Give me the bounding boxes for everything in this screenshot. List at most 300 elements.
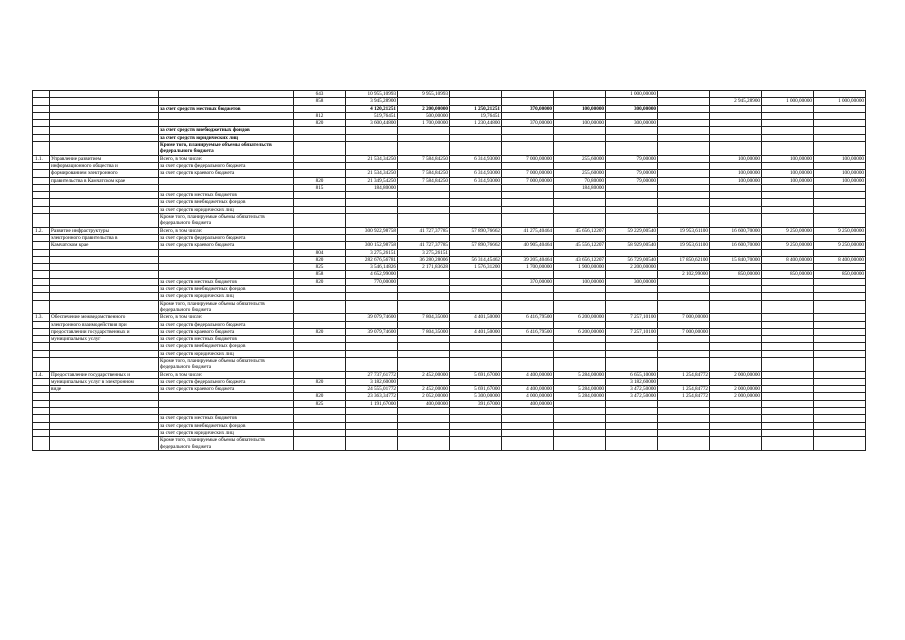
cell-code	[294, 234, 346, 241]
table-row	[33, 249, 866, 256]
cell-y2016: 39 205,40464	[502, 256, 554, 263]
cell-y2019	[658, 422, 710, 429]
cell-total: 282 676,56781	[346, 256, 398, 263]
cell-no	[33, 142, 50, 156]
cell-no	[33, 278, 50, 285]
cell-y2017	[554, 336, 606, 343]
cell-y2020	[710, 408, 762, 415]
cell-name	[50, 293, 159, 300]
cell-source: за счет средств местных бюджетов	[159, 336, 294, 343]
cell-name	[50, 408, 159, 415]
cell-y2018: 79,00000	[606, 155, 658, 162]
cell-y2019	[658, 300, 710, 314]
cell-source: за счет средств краевого бюджета	[159, 328, 294, 335]
cell-y2015	[450, 192, 502, 199]
cell-y2014: 7 584,84250	[398, 177, 450, 184]
table-row	[33, 336, 866, 343]
table-row	[33, 155, 866, 162]
cell-y2019	[658, 357, 710, 371]
cell-y2014	[398, 336, 450, 343]
cell-total	[346, 206, 398, 213]
cell-y2019	[658, 321, 710, 328]
cell-y2022	[814, 429, 866, 436]
cell-y2014: 2 200,00000	[398, 105, 450, 112]
cell-y2016	[502, 127, 554, 134]
cell-y2016	[502, 437, 554, 451]
cell-y2022	[814, 408, 866, 415]
cell-code: 820	[294, 278, 346, 285]
cell-y2017: 70,80000	[554, 177, 606, 184]
cell-code	[294, 162, 346, 169]
table-row	[33, 271, 866, 278]
cell-source: Кроме того, планируемые объемы обязательств федерального бюджета	[159, 357, 294, 371]
cell-y2014: 3 275,26151	[398, 249, 450, 256]
cell-source: за счет средств юридических лиц	[159, 293, 294, 300]
cell-y2021	[762, 393, 814, 400]
cell-no	[33, 98, 50, 105]
cell-y2016	[502, 357, 554, 371]
cell-y2015	[450, 321, 502, 328]
table-row	[33, 142, 866, 156]
cell-source: за счет средств местных бюджетов	[159, 278, 294, 285]
cell-total: 300 152,98758	[346, 242, 398, 249]
cell-y2020: 100,00000	[710, 177, 762, 184]
cell-source: Всего, в том числе:	[159, 227, 294, 234]
cell-no	[33, 300, 50, 314]
cell-y2018: 300,00000	[606, 120, 658, 127]
cell-name: формированием электронного	[50, 170, 159, 177]
cell-y2014: 7 584,84250	[398, 170, 450, 177]
cell-y2018	[606, 300, 658, 314]
cell-y2020: 2 945,28900	[710, 98, 762, 105]
cell-total	[346, 350, 398, 357]
table-row	[33, 300, 866, 314]
cell-name: Камчатском крае	[50, 242, 159, 249]
cell-y2022	[814, 314, 866, 321]
cell-no	[33, 192, 50, 199]
cell-source: за счет средств местных бюджетов	[159, 105, 294, 112]
cell-y2016	[502, 429, 554, 436]
cell-name	[50, 429, 159, 436]
cell-name	[50, 142, 159, 156]
cell-y2016	[502, 271, 554, 278]
cell-y2019	[658, 134, 710, 141]
cell-y2014	[398, 293, 450, 300]
table-row	[33, 422, 866, 429]
cell-y2014	[398, 422, 450, 429]
cell-no	[33, 293, 50, 300]
cell-y2020	[710, 112, 762, 119]
cell-y2018: 79,00000	[606, 177, 658, 184]
cell-y2014	[398, 408, 450, 415]
cell-name	[50, 112, 159, 119]
cell-total: 39 079,74600	[346, 328, 398, 335]
cell-y2020: 850,00000	[710, 271, 762, 278]
cell-y2021	[762, 357, 814, 371]
cell-source	[159, 112, 294, 119]
cell-name	[50, 350, 159, 357]
cell-y2022	[814, 378, 866, 385]
cell-y2015	[450, 422, 502, 429]
cell-y2017	[554, 293, 606, 300]
cell-y2015: 56 314,45462	[450, 256, 502, 263]
cell-y2019	[658, 98, 710, 105]
cell-y2020	[710, 184, 762, 191]
cell-total: 3 182,60000	[346, 378, 398, 385]
cell-code	[294, 105, 346, 112]
cell-y2016	[502, 343, 554, 350]
cell-y2020	[710, 328, 762, 335]
cell-source: за счет средств федерального бюджета	[159, 378, 294, 385]
cell-y2020	[710, 350, 762, 357]
cell-y2022	[814, 386, 866, 393]
cell-y2018	[606, 293, 658, 300]
cell-y2019	[658, 206, 710, 213]
cell-y2021	[762, 437, 814, 451]
cell-y2014	[398, 192, 450, 199]
cell-y2015	[450, 142, 502, 156]
cell-y2016: 7 000,00000	[502, 170, 554, 177]
cell-y2016	[502, 300, 554, 314]
cell-y2022	[814, 422, 866, 429]
cell-source	[159, 184, 294, 191]
table-row	[33, 314, 866, 321]
cell-total: 39 079,74600	[346, 314, 398, 321]
cell-y2017: 43 656,12207	[554, 256, 606, 263]
cell-name: электронного взаимодействия при	[50, 321, 159, 328]
cell-y2017	[554, 321, 606, 328]
cell-y2014	[398, 142, 450, 156]
cell-total	[346, 192, 398, 199]
cell-name	[50, 264, 159, 271]
cell-y2018	[606, 234, 658, 241]
cell-y2022: 850,00000	[814, 271, 866, 278]
cell-y2015	[450, 343, 502, 350]
cell-y2021	[762, 142, 814, 156]
cell-y2022: 9 250,00000	[814, 227, 866, 234]
cell-name	[50, 127, 159, 134]
cell-code	[294, 242, 346, 249]
cell-y2016	[502, 249, 554, 256]
cell-y2017	[554, 112, 606, 119]
cell-no: 1.3.	[33, 314, 50, 321]
cell-y2019	[658, 378, 710, 385]
table-row	[33, 378, 866, 385]
cell-total: 23 363,34772	[346, 393, 398, 400]
cell-y2014: 1 700,00000	[398, 120, 450, 127]
cell-source	[159, 120, 294, 127]
cell-y2017: 5 284,00000	[554, 393, 606, 400]
cell-y2016	[502, 293, 554, 300]
cell-code: 820	[294, 256, 346, 263]
cell-y2016	[502, 336, 554, 343]
cell-y2021: 100,00000	[762, 177, 814, 184]
cell-y2017: 6 200,00000	[554, 328, 606, 335]
cell-name: предоставлении государственных и	[50, 328, 159, 335]
cell-y2021	[762, 105, 814, 112]
cell-y2022: 1 000,00000	[814, 98, 866, 105]
cell-source	[159, 177, 294, 184]
cell-y2017	[554, 408, 606, 415]
cell-y2015	[450, 127, 502, 134]
cell-name	[50, 400, 159, 407]
cell-y2017	[554, 98, 606, 105]
cell-y2020	[710, 199, 762, 206]
cell-y2015	[450, 91, 502, 98]
cell-y2021	[762, 378, 814, 385]
table-row	[33, 242, 866, 249]
cell-y2015: 391,67000	[450, 400, 502, 407]
cell-y2019	[658, 343, 710, 350]
cell-y2014: 7 804,35000	[398, 328, 450, 335]
cell-y2014	[398, 350, 450, 357]
cell-code: 643	[294, 91, 346, 98]
cell-source: за счет средств внебюджетных фондов	[159, 286, 294, 293]
cell-y2019	[658, 214, 710, 228]
cell-y2016	[502, 321, 554, 328]
cell-y2018: 6 655,10000	[606, 371, 658, 378]
cell-code	[294, 142, 346, 156]
cell-y2020	[710, 437, 762, 451]
cell-y2020: 2 000,00000	[710, 393, 762, 400]
cell-y2014	[398, 278, 450, 285]
budget-table	[32, 90, 866, 451]
cell-y2022	[814, 134, 866, 141]
cell-code	[294, 371, 346, 378]
cell-y2015	[450, 350, 502, 357]
cell-y2017	[554, 286, 606, 293]
cell-y2017: 5 284,00000	[554, 386, 606, 393]
cell-source: за счет средств федерального бюджета	[159, 234, 294, 241]
cell-y2014	[398, 343, 450, 350]
cell-y2015	[450, 378, 502, 385]
cell-y2015: 5 691,67000	[450, 371, 502, 378]
cell-y2017	[554, 437, 606, 451]
cell-y2015: 6 314,93000	[450, 155, 502, 162]
cell-y2021	[762, 328, 814, 335]
cell-y2019: 17 850,62100	[658, 256, 710, 263]
cell-y2020	[710, 214, 762, 228]
cell-y2019	[658, 429, 710, 436]
cell-code	[294, 134, 346, 141]
cell-y2018	[606, 286, 658, 293]
cell-no	[33, 437, 50, 451]
cell-y2017	[554, 91, 606, 98]
cell-code	[294, 422, 346, 429]
cell-y2014: 500,00000	[398, 112, 450, 119]
cell-y2014	[398, 127, 450, 134]
cell-y2014	[398, 429, 450, 436]
cell-y2015: 4 401,50000	[450, 314, 502, 321]
cell-y2019	[658, 400, 710, 407]
cell-y2017	[554, 199, 606, 206]
cell-y2015	[450, 408, 502, 415]
cell-y2019	[658, 112, 710, 119]
cell-no	[33, 162, 50, 169]
cell-name	[50, 343, 159, 350]
cell-y2020	[710, 336, 762, 343]
cell-y2020	[710, 192, 762, 199]
cell-source	[159, 393, 294, 400]
cell-y2015	[450, 293, 502, 300]
cell-y2015: 1 230,44800	[450, 120, 502, 127]
cell-y2021	[762, 192, 814, 199]
cell-source: за счет средств юридических лиц	[159, 429, 294, 436]
cell-no	[33, 127, 50, 134]
cell-name: электронного правительства в	[50, 234, 159, 241]
cell-y2018	[606, 321, 658, 328]
cell-y2015	[450, 184, 502, 191]
cell-y2018	[606, 357, 658, 371]
cell-y2022	[814, 371, 866, 378]
cell-y2018	[606, 408, 658, 415]
cell-y2014	[398, 234, 450, 241]
cell-source	[159, 271, 294, 278]
cell-y2014: 2 052,00000	[398, 393, 450, 400]
cell-y2022	[814, 206, 866, 213]
cell-y2017	[554, 192, 606, 199]
table-row	[33, 437, 866, 451]
cell-y2020: 16 600,70000	[710, 242, 762, 249]
cell-y2020	[710, 264, 762, 271]
cell-y2014	[398, 134, 450, 141]
table-row	[33, 199, 866, 206]
cell-y2019: 19 953,61100	[658, 227, 710, 234]
cell-y2018	[606, 336, 658, 343]
cell-y2020	[710, 127, 762, 134]
cell-code	[294, 170, 346, 177]
table-row	[33, 134, 866, 141]
cell-total	[346, 142, 398, 156]
cell-total: 519,76451	[346, 112, 398, 119]
cell-name	[50, 256, 159, 263]
cell-y2014	[398, 206, 450, 213]
cell-y2019	[658, 192, 710, 199]
cell-y2017: 184,80000	[554, 184, 606, 191]
cell-y2015	[450, 357, 502, 371]
cell-y2017: 100,00000	[554, 120, 606, 127]
cell-no	[33, 256, 50, 263]
cell-y2019	[658, 437, 710, 451]
cell-y2017	[554, 271, 606, 278]
cell-total: 4 652,99000	[346, 271, 398, 278]
cell-source: за счет средств внебюджетных фондов	[159, 127, 294, 134]
cell-name	[50, 437, 159, 451]
table-row	[33, 98, 866, 105]
cell-y2021	[762, 371, 814, 378]
table-row	[33, 256, 866, 263]
cell-y2020	[710, 234, 762, 241]
cell-total: 27 737,61772	[346, 371, 398, 378]
cell-total	[346, 293, 398, 300]
cell-y2021	[762, 112, 814, 119]
cell-y2020	[710, 142, 762, 156]
cell-y2019	[658, 350, 710, 357]
cell-y2016	[502, 422, 554, 429]
cell-total: 21 534,34250	[346, 155, 398, 162]
cell-y2014	[398, 184, 450, 191]
cell-y2014: 7 584,84250	[398, 155, 450, 162]
cell-no	[33, 206, 50, 213]
cell-y2022	[814, 264, 866, 271]
table-row	[33, 162, 866, 169]
cell-code	[294, 314, 346, 321]
cell-name: Управление развитием	[50, 155, 159, 162]
cell-code	[294, 386, 346, 393]
cell-source	[159, 98, 294, 105]
cell-y2016: 400,00000	[502, 400, 554, 407]
cell-y2015	[450, 278, 502, 285]
cell-source: за счет средств краевого бюджета	[159, 242, 294, 249]
cell-name: информационного общества и	[50, 162, 159, 169]
cell-y2019	[658, 142, 710, 156]
cell-y2020	[710, 206, 762, 213]
cell-y2020	[710, 429, 762, 436]
cell-y2021	[762, 314, 814, 321]
cell-y2020	[710, 343, 762, 350]
cell-no	[33, 422, 50, 429]
cell-no	[33, 336, 50, 343]
cell-y2015: 19,76451	[450, 112, 502, 119]
cell-y2016	[502, 134, 554, 141]
cell-y2014: 400,00000	[398, 400, 450, 407]
cell-y2021	[762, 127, 814, 134]
cell-y2017	[554, 357, 606, 371]
cell-y2016	[502, 378, 554, 385]
cell-y2018	[606, 112, 658, 119]
table-row	[33, 234, 866, 241]
cell-code: 825	[294, 264, 346, 271]
cell-y2021	[762, 278, 814, 285]
cell-code	[294, 415, 346, 422]
cell-y2022	[814, 350, 866, 357]
table-row	[33, 170, 866, 177]
cell-y2016: 4 400,00000	[502, 386, 554, 393]
cell-y2020	[710, 91, 762, 98]
cell-y2019	[658, 162, 710, 169]
cell-y2019	[658, 177, 710, 184]
cell-y2018	[606, 400, 658, 407]
cell-y2021: 1 000,00000	[762, 98, 814, 105]
cell-name	[50, 271, 159, 278]
cell-y2017: 6 200,00000	[554, 314, 606, 321]
cell-y2014	[398, 214, 450, 228]
cell-y2020: 2 000,00000	[710, 386, 762, 393]
cell-y2018	[606, 350, 658, 357]
table-row	[33, 105, 866, 112]
cell-no	[33, 234, 50, 241]
cell-total: 21 534,34250	[346, 170, 398, 177]
cell-source: за счет средств юридических лиц	[159, 350, 294, 357]
cell-y2017	[554, 214, 606, 228]
cell-y2017	[554, 400, 606, 407]
cell-y2015	[450, 336, 502, 343]
cell-no	[33, 271, 50, 278]
cell-no	[33, 378, 50, 385]
cell-y2014: 2 452,00000	[398, 371, 450, 378]
cell-y2016	[502, 350, 554, 357]
cell-y2014	[398, 162, 450, 169]
cell-y2015: 4 401,50000	[450, 328, 502, 335]
cell-y2017: 100,00000	[554, 278, 606, 285]
cell-y2015: 57 890,76662	[450, 242, 502, 249]
cell-y2016: 370,00000	[502, 278, 554, 285]
cell-total	[346, 134, 398, 141]
cell-total	[346, 162, 398, 169]
cell-source: Кроме того, планируемые объемы обязательств федерального бюджета	[159, 142, 294, 156]
cell-y2016	[502, 199, 554, 206]
cell-y2018	[606, 134, 658, 141]
